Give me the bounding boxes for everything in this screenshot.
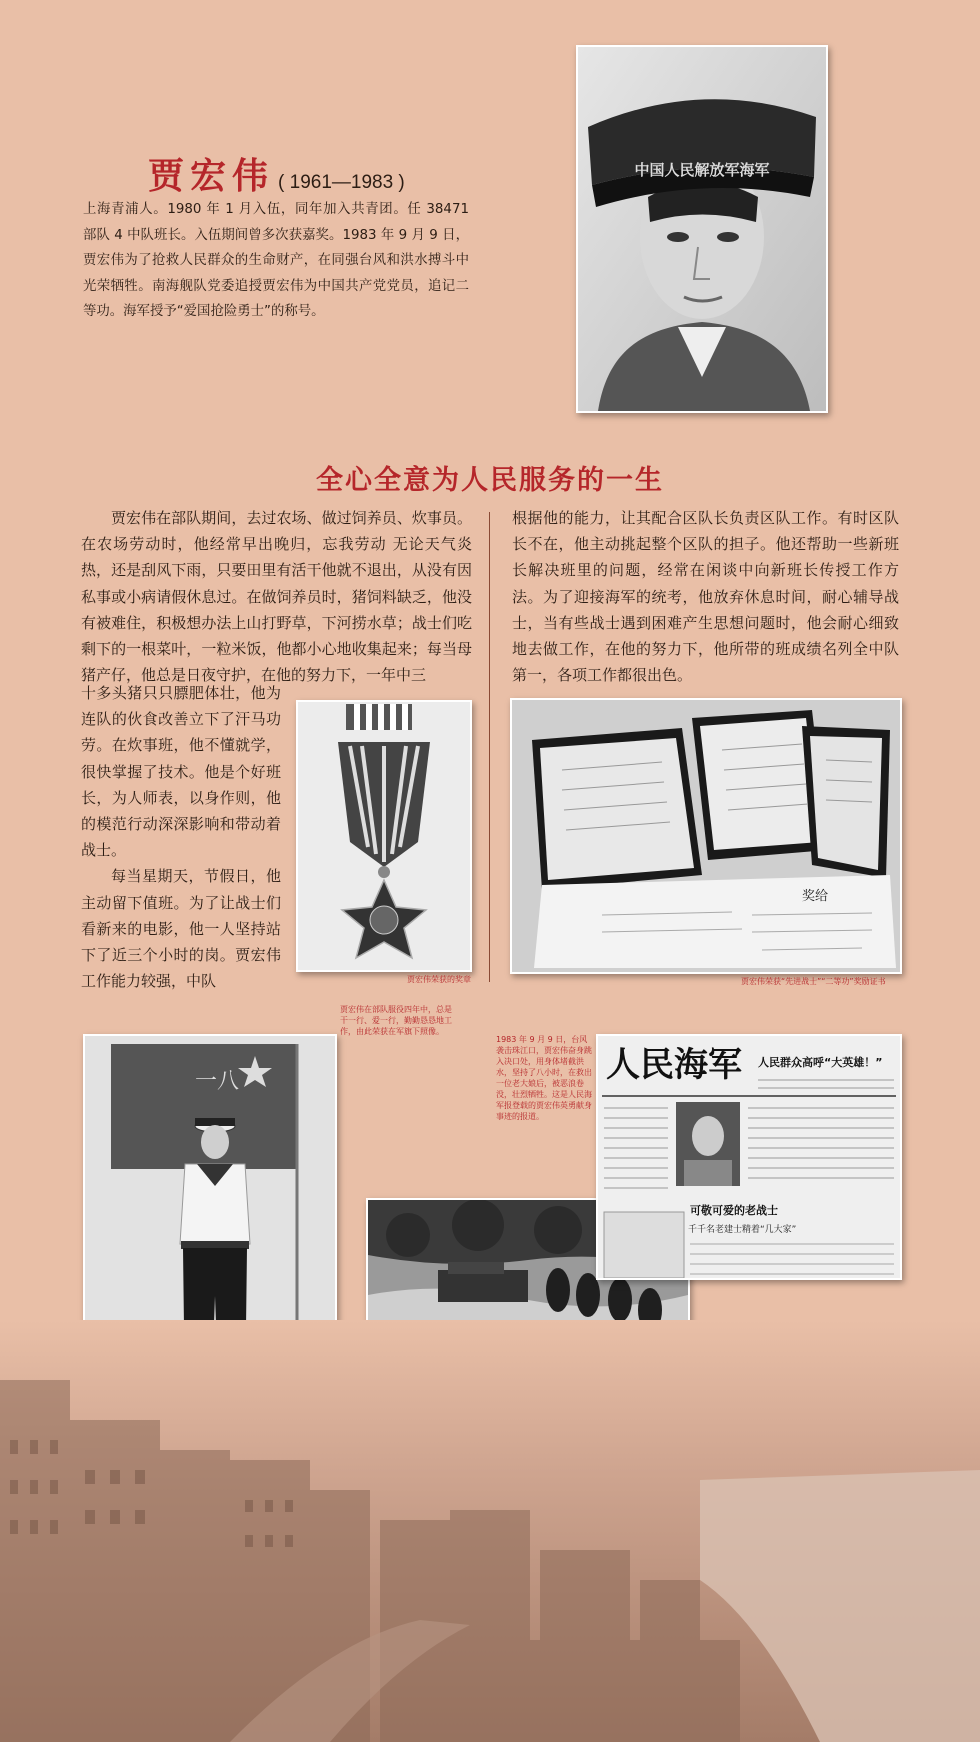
person-years: ( 1961—1983 ): [278, 172, 405, 193]
left-paragraph-1-rest: 十多头猪只只膘肥体壮，他为连队的伙食改善立下了汗马功劳。在炊事班，他不懂就学，很快掌握了技术。他是个好班长，为人师表，以身作则，他的模范行动深深影响和带动着战士。: [81, 684, 281, 860]
certificate-award-text: 奖给: [802, 889, 829, 904]
portrait-photo: [576, 45, 828, 413]
newspaper-subheadline-1: 可敬可爱的老战士: [690, 1204, 778, 1217]
flag-number: 一八: [195, 1069, 240, 1094]
right-paragraph: 根据他的能力，让其配合区队长负责区队工作。有时区队长不在，他主动挑起整个区队的担子。他还帮助一些新班长解决班里的问题，经常在闲谈中向新班长传授工作方法。为了迎接海军的统考，他放弃休息时间，耐心辅导战士，当有些战士遇到困难产生思想问题时，他会耐心细致地去做工作，在他的努力下，他所带的班成绩名列全中队第一，各项工作都很出色。: [512, 509, 899, 685]
newspaper-headline: 人民群众高呼“大英雄！”: [758, 1056, 883, 1069]
sailor-caption: 贾宏伟在部队服役四年中，总是干一行、爱一行，勤勤恳恳地工作，由此荣获在军旗下照像。: [340, 1005, 452, 1036]
left-column-narrow: [81, 680, 281, 994]
newspaper-photo: [596, 1034, 902, 1280]
left-paragraph-2: 每当星期天，节假日，他主动留下值班。为了让战士们看新来的电影，他一人坚持站下了近三个小时的岗。贾宏伟工作能力较强，中队: [81, 867, 281, 991]
newspaper-subheadline-2: 千千名老建士精着“几大家”: [688, 1225, 797, 1235]
section-heading: 全心全意为人民服务的一生: [316, 465, 664, 496]
intro-text: 上海青浦人。1980 年 1 月入伍，同年加入共青团。任 38471 部队 4 中队班长。入伍期间曾多次获嘉奖。1983 年 9 月 9 日，贾宏伟为了抢救人民群众的生命财产，在同强台风和洪水搏斗中光荣牺牲。南海舰队党委追授贾宏伟为中国共产党党员，追记二等功。海军授予“爱国抢险勇士”的称号。: [83, 202, 469, 319]
person-name: 贾宏伟: [148, 155, 275, 197]
cap-text: 中国人民解放军海军: [634, 161, 770, 179]
newspaper-masthead: 人民海军: [606, 1045, 742, 1085]
newspaper-caption: 1983 年 9 月 9 日，台风袭击珠江口，贾宏伟奋身跳入决口处，用身体堵截洪水，坚持了八小时，在救出一位老大娘后，被恶浪卷没，壮烈牺牲。这是人民海军报登载的贾宏伟英勇献身事迹的报道。: [496, 1035, 592, 1121]
left-paragraph-1-top: 贾宏伟在部队期间，去过农场、做过饲养员、炊事员。在农场劳动时，他经常早出晚归，忘我劳动 无论天气炎热，还是刮风下雨，只要田里有活干他就不退出，从没有因私事或小病请假休息过。在做饲养员时，猪饲料缺乏，他没有被难住，积极想办法上山打野草，下河捞水草；战士们吃剩下的一根菜叶，一粒米饭，他都小心地收集起来；每当母猪产仔，他总是日夜守护，在他的努力下，一年中三: [81, 509, 472, 685]
skyline-background: [0, 1320, 980, 1742]
medal-caption: 贾宏伟荣获的奖章: [407, 975, 471, 984]
left-column-top: [81, 505, 472, 688]
column-divider: [489, 512, 490, 982]
certificate-caption: 贾宏伟荣获“先进战士”“二等功”奖励证书: [741, 977, 886, 986]
certificate-photo: [510, 698, 902, 974]
person-title: [148, 148, 405, 199]
medal-photo: [296, 700, 472, 972]
right-column: [512, 505, 899, 688]
